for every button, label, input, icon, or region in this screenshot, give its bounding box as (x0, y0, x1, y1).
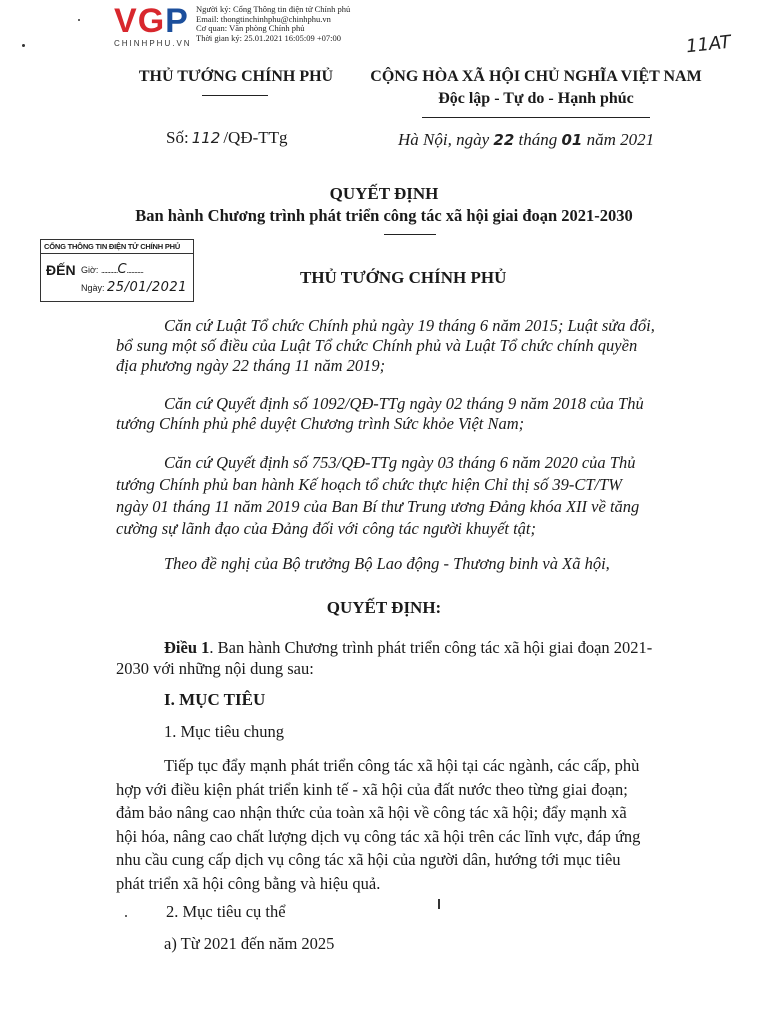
decision-title: QUYẾT ĐỊNH (329, 184, 439, 203)
digital-signature-info (196, 5, 350, 43)
issuer-underline (202, 95, 268, 96)
decides-heading: QUYẾT ĐỊNH: (326, 598, 442, 617)
section-heading-goals: I. MỤC TIÊU (164, 690, 266, 709)
basis-line: Căn cứ Quyết định số 1092/QĐ-TTg ngày 02 tháng 9 năm 2018 của Thủ (164, 394, 644, 413)
scan-dot (22, 44, 25, 47)
basis-line: tướng Chính phủ ban hành Kế hoạch tổ chức thực hiện Chỉ thị số 39-CT/TW (116, 475, 623, 494)
motto-underline (422, 117, 650, 118)
signature-agency: Cơ quan: Văn phòng Chính phủ (196, 23, 305, 33)
logo-letter-g: G (137, 2, 166, 40)
subtitle-underline (384, 234, 436, 235)
legal-basis-3 (116, 452, 704, 540)
number-prefix: Số: (166, 128, 189, 147)
date-month-handwritten: 01 (561, 131, 583, 149)
article-1-line-2: 2030 với những nội dung sau: (116, 659, 314, 678)
basis-line: tướng Chính phủ phê duyệt Chương trình Sức khỏe Việt Nam; (116, 414, 525, 433)
stamp-den-label: ĐẾN (46, 262, 76, 278)
number-handwritten: 112 (191, 129, 221, 147)
number-suffix: /QĐ-TTg (223, 128, 288, 147)
general-goal-paragraph (116, 754, 704, 895)
handwritten-archive-mark: 11AT (685, 31, 732, 58)
stamp-header: CỔNG THÔNG TIN ĐIỆN TỬ CHÍNH PHỦ (41, 240, 193, 254)
date-year: năm 2021 (586, 130, 655, 149)
paragraph-line: nhu cầu cung cấp dịch vụ công tác xã hội của người dân, hướng tới mục tiêu (116, 850, 621, 869)
paragraph-line: hợp với điều kiện phát triển kinh tế - xã hội của đất nước theo từng giai đoạn; (116, 779, 628, 799)
basis-line: Căn cứ Quyết định số 753/QĐ-TTg ngày 03 tháng 6 năm 2020 của Thủ (164, 453, 636, 472)
paragraph-line: hội hóa, nâng cao chất lượng dịch vụ công tác xã hội trên các lĩnh vực, đáp ứng (116, 826, 641, 846)
stamp-date (81, 280, 187, 295)
stamp-time-label: Giờ: (81, 265, 99, 275)
basis-line: bổ sung một số điều của Luật Tổ chức Chính phủ và Luật Tổ chức chính quyền (116, 336, 638, 355)
legal-basis-1 (116, 316, 704, 376)
basis-line: Căn cứ Luật Tổ chức Chính phủ ngày 19 tháng 6 năm 2015; Luật sửa đổi, (164, 316, 655, 335)
decision-subtitle: Ban hành Chương trình phát triển công tác xã hội giai đoạn 2021-2030 (135, 206, 633, 225)
subsection-general-goal: 1. Mục tiêu chung (164, 722, 285, 741)
legal-basis-4 (164, 554, 610, 574)
country-title: CỘNG HÒA XÃ HỘI CHỦ NGHĨA VIỆT NAM (370, 68, 702, 85)
scan-dot (78, 19, 80, 21)
scan-dot (125, 915, 127, 917)
issuer-title: THỦ TƯỚNG CHÍNH PHỦ (138, 68, 334, 85)
signature-email: Email: thongtinchinhphu@chinhphu.vn (196, 13, 331, 24)
stamp-date-label: Ngày: (81, 283, 105, 293)
stamp-time-value: C (117, 262, 127, 277)
document-number (166, 128, 288, 148)
signature-signer: Người ký: Cổng Thông tin điện tử Chính phủ (196, 4, 351, 14)
scan-mark (438, 899, 440, 909)
basis-line: Theo đề nghị của Bộ trưởng Bộ Lao động - Thương binh và Xã hội, (164, 554, 610, 573)
stamp-time-dots: ........... (100, 265, 118, 275)
article-1-text: . Ban hành Chương trình phát triển công tác xã hội giai đoạn 2021- (209, 638, 653, 657)
date-day-handwritten: 22 (493, 131, 515, 149)
basis-line: địa phương ngày 22 tháng 11 năm 2019; (116, 356, 386, 375)
article-1-label: Điều 1 (164, 638, 210, 657)
stamp-time-dots: ........... (126, 265, 144, 275)
document-date (398, 130, 654, 150)
article-1 (116, 638, 652, 679)
basis-line: cường sự lãnh đạo của Đảng đối với công tác người khuyết tật; (116, 519, 537, 538)
date-prefix: Hà Nội, ngày (398, 130, 490, 149)
stamp-date-value: 25/01/2021 (107, 280, 187, 295)
stamp-time (81, 262, 143, 277)
legal-basis-2 (116, 394, 704, 434)
paragraph-line: Tiếp tục đẩy mạnh phát triển công tác xã hội tại các ngành, các cấp, phù (164, 756, 640, 775)
logo-subtitle: CHINHPHU.VN (114, 39, 192, 48)
authority-heading: THỦ TƯỚNG CHÍNH PHỦ (300, 268, 507, 287)
basis-line: ngày 01 tháng 11 năm 2019 của Ban Bí thư Trung ương Đảng khóa XII về tăng (116, 497, 640, 516)
national-motto: Độc lập - Tự do - Hạnh phúc (438, 90, 634, 107)
paragraph-line: phát triển xã hội công bằng và hiệu quả. (116, 873, 381, 893)
article-1-line-1 (116, 638, 652, 658)
vgp-logo (114, 4, 198, 48)
subsection-specific-goals: 2. Mục tiêu cụ thể (166, 902, 286, 921)
paragraph-line: đảm bảo nâng cao nhận thức của toàn xã hội về công tác xã hội; đẩy mạnh xã (116, 803, 627, 822)
signature-time: Thời gian ký: 25.01.2021 16:05:09 +07:00 (196, 32, 342, 43)
logo-letter-v: V (114, 2, 138, 40)
logo-letter-p: P (165, 2, 189, 40)
date-month-label: tháng (518, 130, 558, 149)
subsection-period-2021-2025: a) Từ 2021 đến năm 2025 (164, 934, 335, 953)
received-stamp (40, 239, 194, 302)
